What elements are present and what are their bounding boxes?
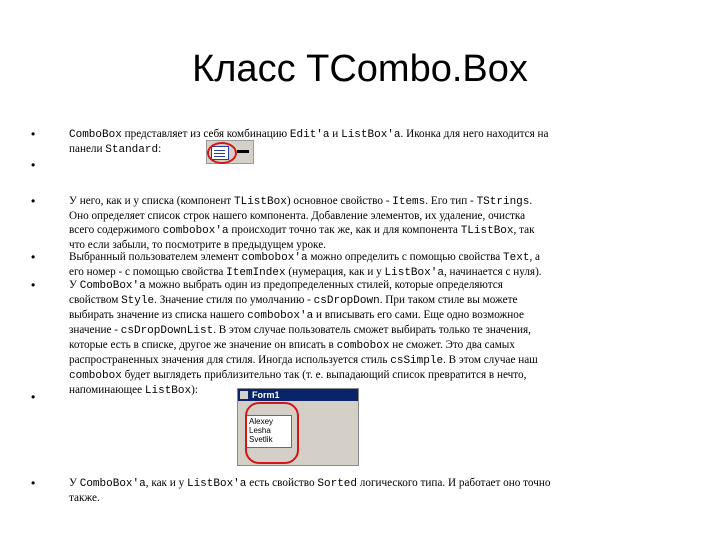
text-line: У ComboBox'а можно выбрать один из предопределенных стилей, которые определяются: [69, 279, 503, 292]
text-line: ComboBox представляет из себя комбинацию Edit'а и ListBox'а. Иконка для него находится на: [69, 128, 549, 141]
form-icon: [240, 391, 248, 399]
paragraph-combobox-intro: [69, 127, 689, 157]
bullet-marker: •: [31, 127, 36, 141]
text-line: выбирать значение из списка нашего combobox'а и вписывать его сами. Еще одно возможное: [69, 309, 524, 322]
text-line: У ComboBox'а, как и у ListBox'а есть свойство Sorted логического типа. И работает оно точно: [69, 477, 551, 490]
list-item: Lesha: [249, 426, 271, 435]
text-line: панели Standard:: [69, 143, 162, 156]
bullet-marker: •: [31, 476, 36, 490]
paragraph-text-itemindex: [69, 250, 689, 280]
text-line: combobox будет выглядеть приблизительно так (т. е. выпадающий список превратится в нечто,: [69, 369, 527, 382]
text-line: его номер - с помощью свойства ItemIndex (нумерация, как и у ListBox'а, начинается с нуля).: [69, 266, 542, 279]
text-line: напоминающее ListBox):: [69, 384, 198, 397]
text-line: свойством Style. Значение стиля по умолчанию - csDropDown. При таком стиле вы можете: [69, 294, 518, 307]
text-line: которые есть в списке, другое же значение он вписать в combobox не сможет. Это два самых: [69, 339, 515, 352]
text-line: Оно определяет список строк нашего компонента. Добавление элементов, их удаление, очистка: [69, 210, 526, 222]
text-line: У него, как и у списка (компонент TListBox) основное свойство - Items. Его тип - TStrings.: [69, 195, 533, 208]
bullet-marker: •: [31, 278, 36, 292]
combobox-palette-icon: [206, 140, 254, 164]
bullet-marker: •: [31, 194, 36, 208]
highlight-ring: [245, 402, 299, 464]
paragraph-style-property: [69, 278, 689, 398]
paragraph-sorted-property: [69, 476, 689, 505]
form-caption-bar: [238, 389, 358, 401]
list-item: Alexey: [249, 417, 274, 426]
dropdown-glyph-icon: [237, 150, 249, 153]
bullet-marker: •: [31, 158, 36, 172]
text-line: всего содержимого combobox'а происходит точно так же, как и для компонента TListBox, так: [69, 224, 535, 237]
text-line: что если забыли, то посмотрите в предыдущем уроке.: [69, 239, 326, 251]
paragraph-items-property: [69, 194, 689, 252]
highlight-ring: [207, 142, 237, 164]
slide-title: Класс TCombo.Box: [192, 48, 528, 90]
bullet-marker: •: [31, 250, 36, 264]
list-item: Svetlik: [249, 435, 273, 444]
form-caption-text: Form1: [252, 390, 280, 400]
text-line: распространенных значения для стиля. Иногда используется стиль csSimple. В этом случае наш: [69, 354, 538, 367]
bullet-marker: •: [31, 390, 36, 404]
text-line: значение - csDropDownList. В этом случае пользователь сможет выбирать только те значения,: [69, 324, 531, 337]
text-line: также.: [69, 492, 100, 504]
text-line: Выбранный пользователем элемент combobox'а можно определить с помощью свойства Text, а: [69, 251, 541, 264]
